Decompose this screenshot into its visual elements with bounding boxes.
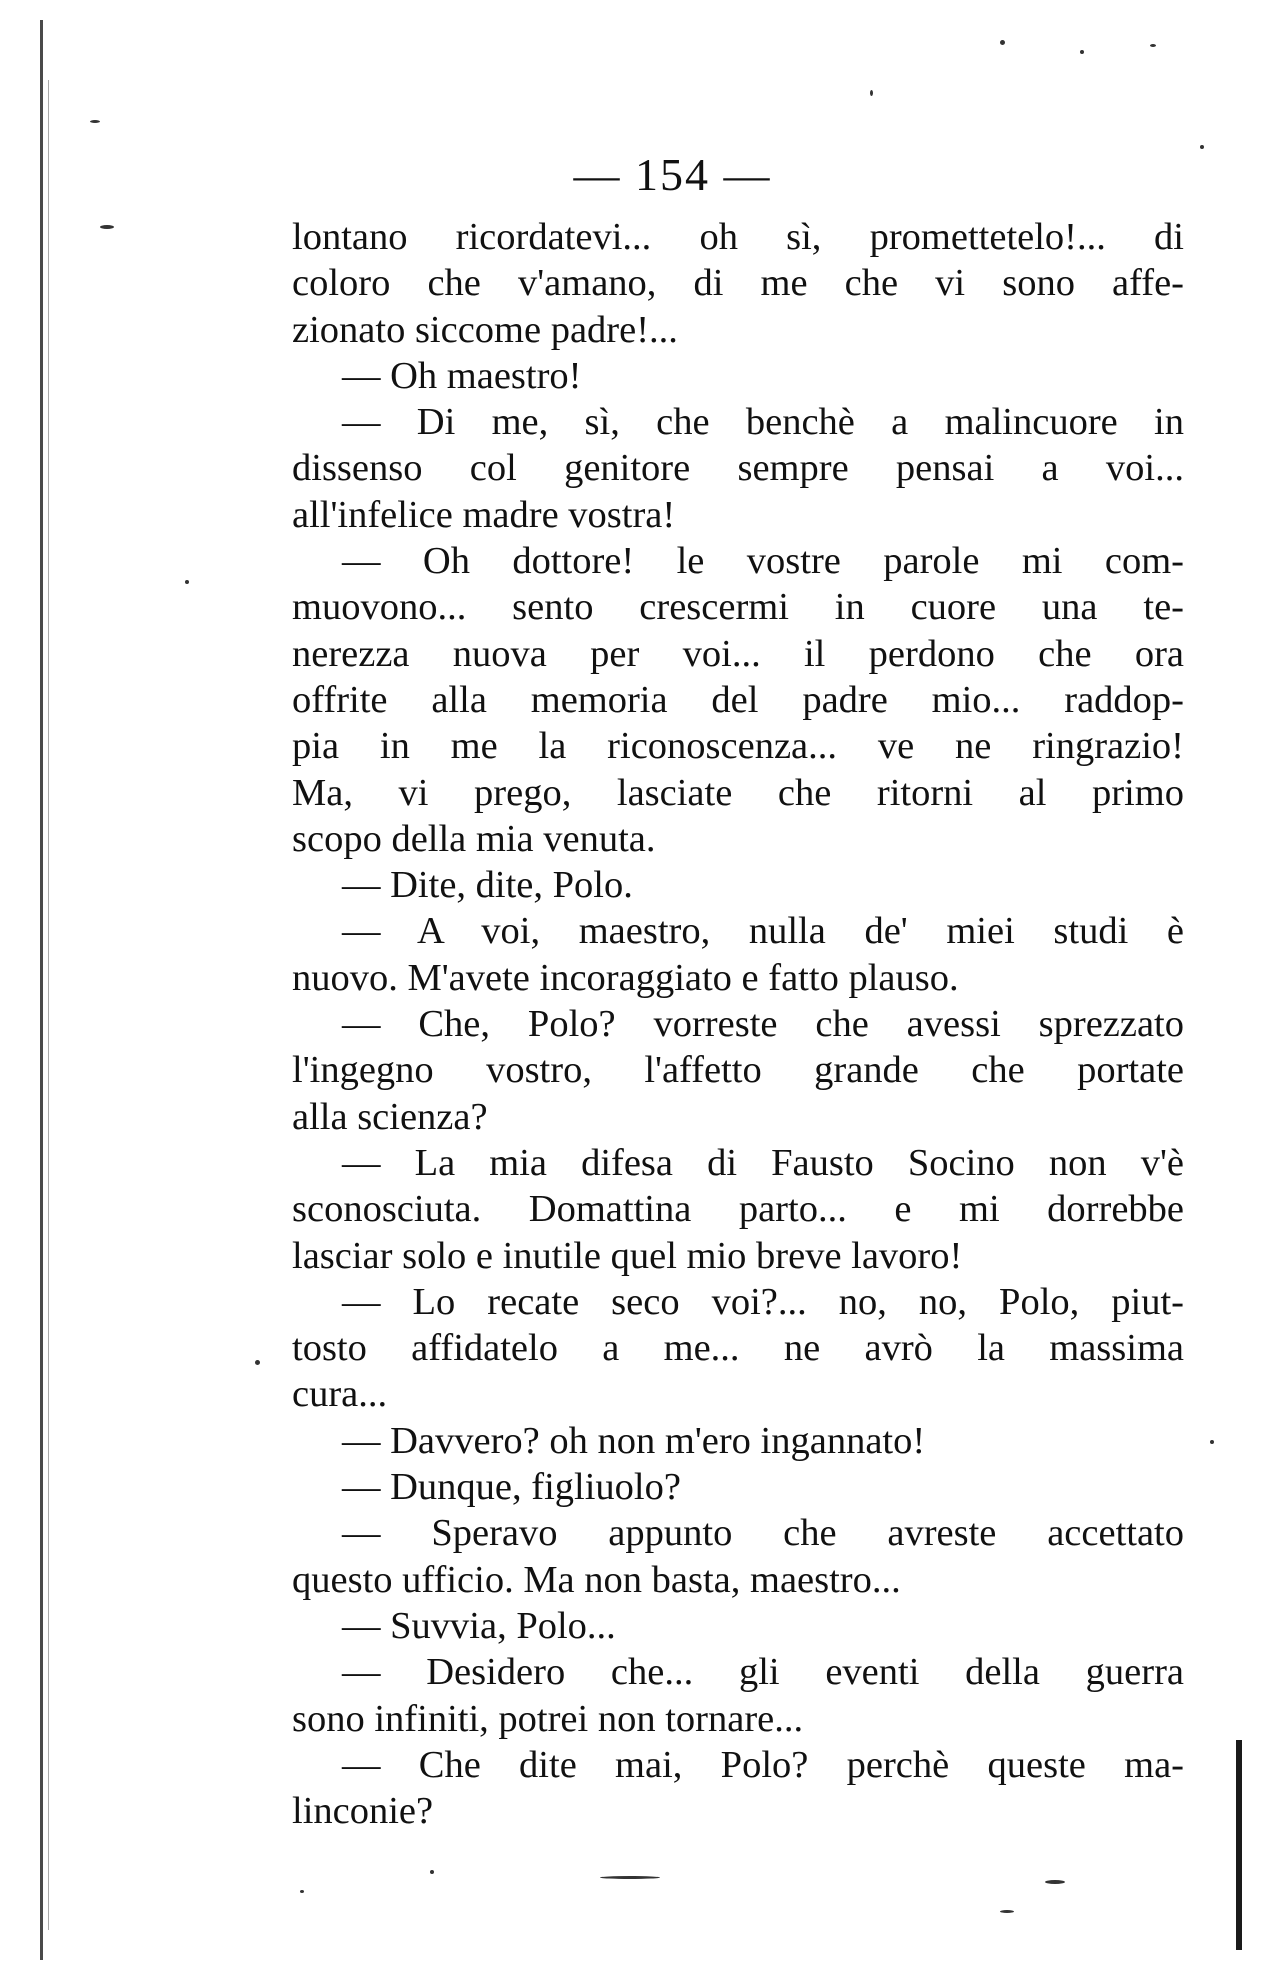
text-line: — Dunque, figliuolo? (342, 1466, 681, 1509)
text-line: alla scienza? (292, 1095, 488, 1138)
text-line: Ma, vi prego, lasciate che ritorni al primo (292, 771, 1184, 814)
text-line: — Suvvia, Polo... (342, 1604, 616, 1647)
text-line: dissenso col genitore sempre pensai a voi... (292, 447, 1184, 490)
text-line: — Speravo appunto che avreste accettato (342, 1512, 1184, 1555)
text-line: nuovo. M'avete incoraggiato e fatto plauso. (292, 956, 959, 999)
text-line: — Dite, dite, Polo. (342, 864, 633, 907)
scan-speck (1000, 40, 1005, 45)
text-line: offrite alla memoria del padre mio... raddop- (292, 678, 1184, 721)
text-line: cura... (292, 1373, 388, 1416)
scan-speck (185, 580, 189, 584)
text-line: — Oh maestro! (342, 354, 582, 397)
text-line: all'infelice madre vostra! (292, 493, 676, 536)
scan-speck (1080, 50, 1084, 54)
scan-speck (100, 225, 114, 229)
scan-speck (1045, 1880, 1065, 1884)
text-line: pia in me la riconoscenza... ve ne ringrazio! (292, 725, 1184, 768)
text-line: sconosciuta. Domattina parto... e mi dorrebbe (292, 1188, 1184, 1231)
text-line: — Desidero che... gli eventi della guerra (342, 1651, 1184, 1694)
text-line: coloro che v'amano, di me che vi sono affe- (292, 262, 1184, 305)
text-line: sono infiniti, potrei non tornare... (292, 1697, 804, 1740)
page-number: — 154 — (573, 149, 772, 200)
text-line: zionato siccome padre!... (292, 308, 678, 351)
text-line: muovono... sento crescermi in cuore una te- (292, 586, 1184, 629)
text-line: scopo della mia venuta. (292, 817, 656, 860)
text-line: — Che, Polo? vorreste che avessi sprezzato (342, 1003, 1184, 1046)
text-line: questo ufficio. Ma non basta, maestro... (292, 1558, 901, 1601)
text-line: — Davvero? oh non m'ero ingannato! (342, 1419, 926, 1462)
text-line: linconie? (292, 1790, 434, 1833)
right-edge-mark (1236, 1740, 1242, 1950)
scan-speck (1210, 1440, 1214, 1444)
scan-speck (870, 90, 873, 96)
text-line: lasciar solo e inutile quel mio breve lavoro! (292, 1234, 963, 1277)
scan-speck (430, 1870, 434, 1874)
text-line: — La mia difesa di Fausto Socino non v'è (342, 1141, 1184, 1184)
scan-speck (300, 1890, 304, 1893)
text-line: tosto affidatelo a me... ne avrò la massima (292, 1327, 1184, 1370)
text-line: l'ingegno vostro, l'affetto grande che portate (292, 1049, 1184, 1092)
binding-edge (40, 20, 43, 1960)
scan-speck (90, 120, 100, 123)
text-line: lontano ricordatevi... oh sì, promettetelo!... di (292, 216, 1184, 258)
scan-speck (255, 1360, 260, 1365)
text-line: — Lo recate seco voi?... no, no, Polo, piut- (342, 1280, 1184, 1323)
text-line: nerezza nuova per voi... il perdono che ora (292, 632, 1184, 675)
scan-speck (600, 1876, 660, 1879)
text-line: — A voi, maestro, nulla de' miei studi è (342, 910, 1184, 953)
text-line: — Di me, sì, che benchè a malincuore in (342, 401, 1184, 444)
text-line: — Che dite mai, Polo? perchè queste ma- (342, 1743, 1184, 1786)
body-text (292, 214, 1184, 1834)
text-line: — Oh dottore! le vostre parole mi com- (342, 540, 1184, 583)
scan-speck (1150, 44, 1156, 47)
scan-speck (1000, 1910, 1014, 1913)
binding-shadow (48, 80, 49, 1930)
